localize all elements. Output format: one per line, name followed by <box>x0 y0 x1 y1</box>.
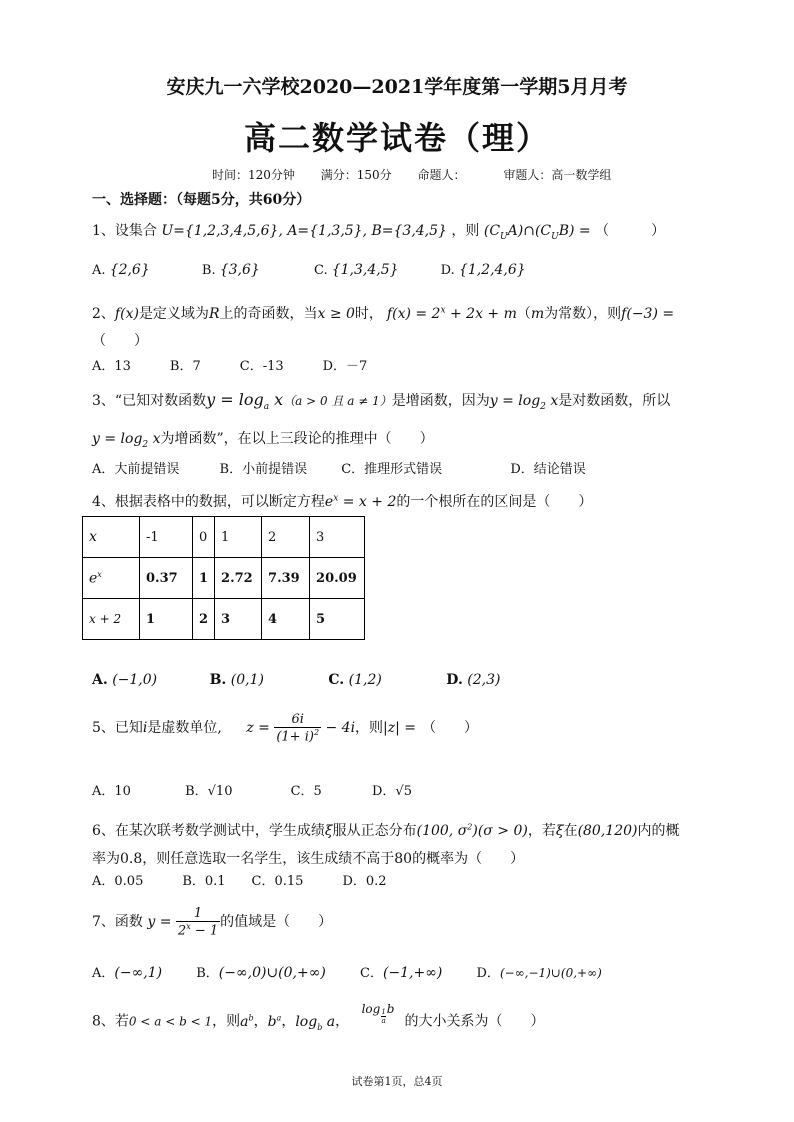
section-heading: 一、选择题：（每题5分，共60分） <box>92 192 311 208</box>
q7-options: A．(−∞,1) B．(−∞,0)∪(0,+∞) C．(−1,+∞) D．(−∞,−1)∪(0,+∞) <box>92 965 602 981</box>
school-exam-line: 安庆九一六学校2020—2021学年度第一学期5月月考 <box>166 76 628 98</box>
exam-score: 满分：150分 <box>320 168 392 182</box>
q4-data-table <box>82 516 365 640</box>
q3-options: A．大前提错误 B．小前提错误 C．推理形式错误 D．结论错误 <box>92 462 586 477</box>
exam-author: 命题人： <box>417 168 466 182</box>
question-5: 5、已知i是虚数单位, z = $\frac{6i}{(1+ i)^2}$ − 4i，则|z| = （ ） <box>92 712 479 745</box>
question-1 <box>92 220 665 242</box>
question-7: 7、函数 y = $\frac{1}{2^x - 1}$ 的值域是（ ） <box>92 906 333 939</box>
table-row: $e^x$ 0.37 1 2.72 7.39 20.09 <box>83 558 365 599</box>
exam-meta <box>212 166 633 183</box>
exam-time: 时间：120分钟 <box>212 168 295 182</box>
question-3-line2: $y = \log_2 x$为增函数”，在以上三段论的推理中（ ） <box>92 431 434 450</box>
q1-prefix: 1、设集合 <box>92 223 157 239</box>
table-row: x + 2 1 2 3 4 5 <box>83 599 365 640</box>
q1-sets: U={1,2,3,4,5,6}, A={1,3,5}, B={3,4,5} <box>161 223 447 239</box>
q2-paren: （ ） <box>92 333 148 349</box>
q7-fraction: $\frac{1}{2^x - 1}$ <box>177 906 219 939</box>
q4-options: A. (−1,0) B. (0,1) C. (1,2) D. (2,3) <box>92 672 501 688</box>
q1-paren: （ ） <box>595 223 666 239</box>
q5-fraction: $\frac{6i}{(1+ i)^2}$ <box>276 712 320 745</box>
question-3: 3、“已知对数函数$y = \log_a x(a > 0$ 且 a ≠ 1）是增函数，因为$y = \log_2 x$是对数函数，所以 <box>92 390 671 413</box>
exam-reviewer: 审题人：高一数学组 <box>503 168 612 182</box>
question-6-line2: 率为0.8，则任意选取一名学生，该生成绩不高于80的概率为（ ） <box>92 851 525 867</box>
question-2: 2、f(x)是定义域为R上的奇函数，当x ≥ 0时， $f(x) = 2^x + 2x + m(m$为常数），则f(−3) = <box>92 305 675 322</box>
page-title: 高二数学试卷（理） <box>243 119 550 157</box>
q1-then: ，则 <box>451 223 480 239</box>
q1-expr: $(C_UA)\cap(C_UB)$ = <box>483 223 591 242</box>
table-row: x -1 0 1 2 3 <box>83 517 365 558</box>
q5-options: A．10 B．√10 C．5 D．√5 <box>92 784 412 799</box>
q2-options: A．13 B．7 C．-13 D．－7 <box>92 359 368 374</box>
question-8: 8、若0 < a < b < 1，则$a^b$，$b^a$，$\log_b a$， log $\frac{1}{a}$ b的大小关系为（ ） <box>92 1002 545 1032</box>
question-6: 6、在某次联考数学测试中，学生成绩ξ服从正态分布(100, $\sigma^2)(\sigma > 0)$，若ξ在(80,120)内的概 <box>92 822 680 839</box>
q6-options: A．0.05 B．0.1 C．0.15 D．0.2 <box>92 874 387 889</box>
q8-log-half: log $\frac{1}{a}$ b <box>361 1002 395 1025</box>
page-footer: 试卷第1页，总4页 <box>351 1075 443 1088</box>
question-4: 4、根据表格中的数据，可以断定方程$e^x = x + 2$的一个根所在的区间是（ ） <box>92 493 593 510</box>
q1-options: A. {2,6} B. {3,6} C. {1,3,4,5} D. {1,2,4,6} <box>92 262 526 278</box>
